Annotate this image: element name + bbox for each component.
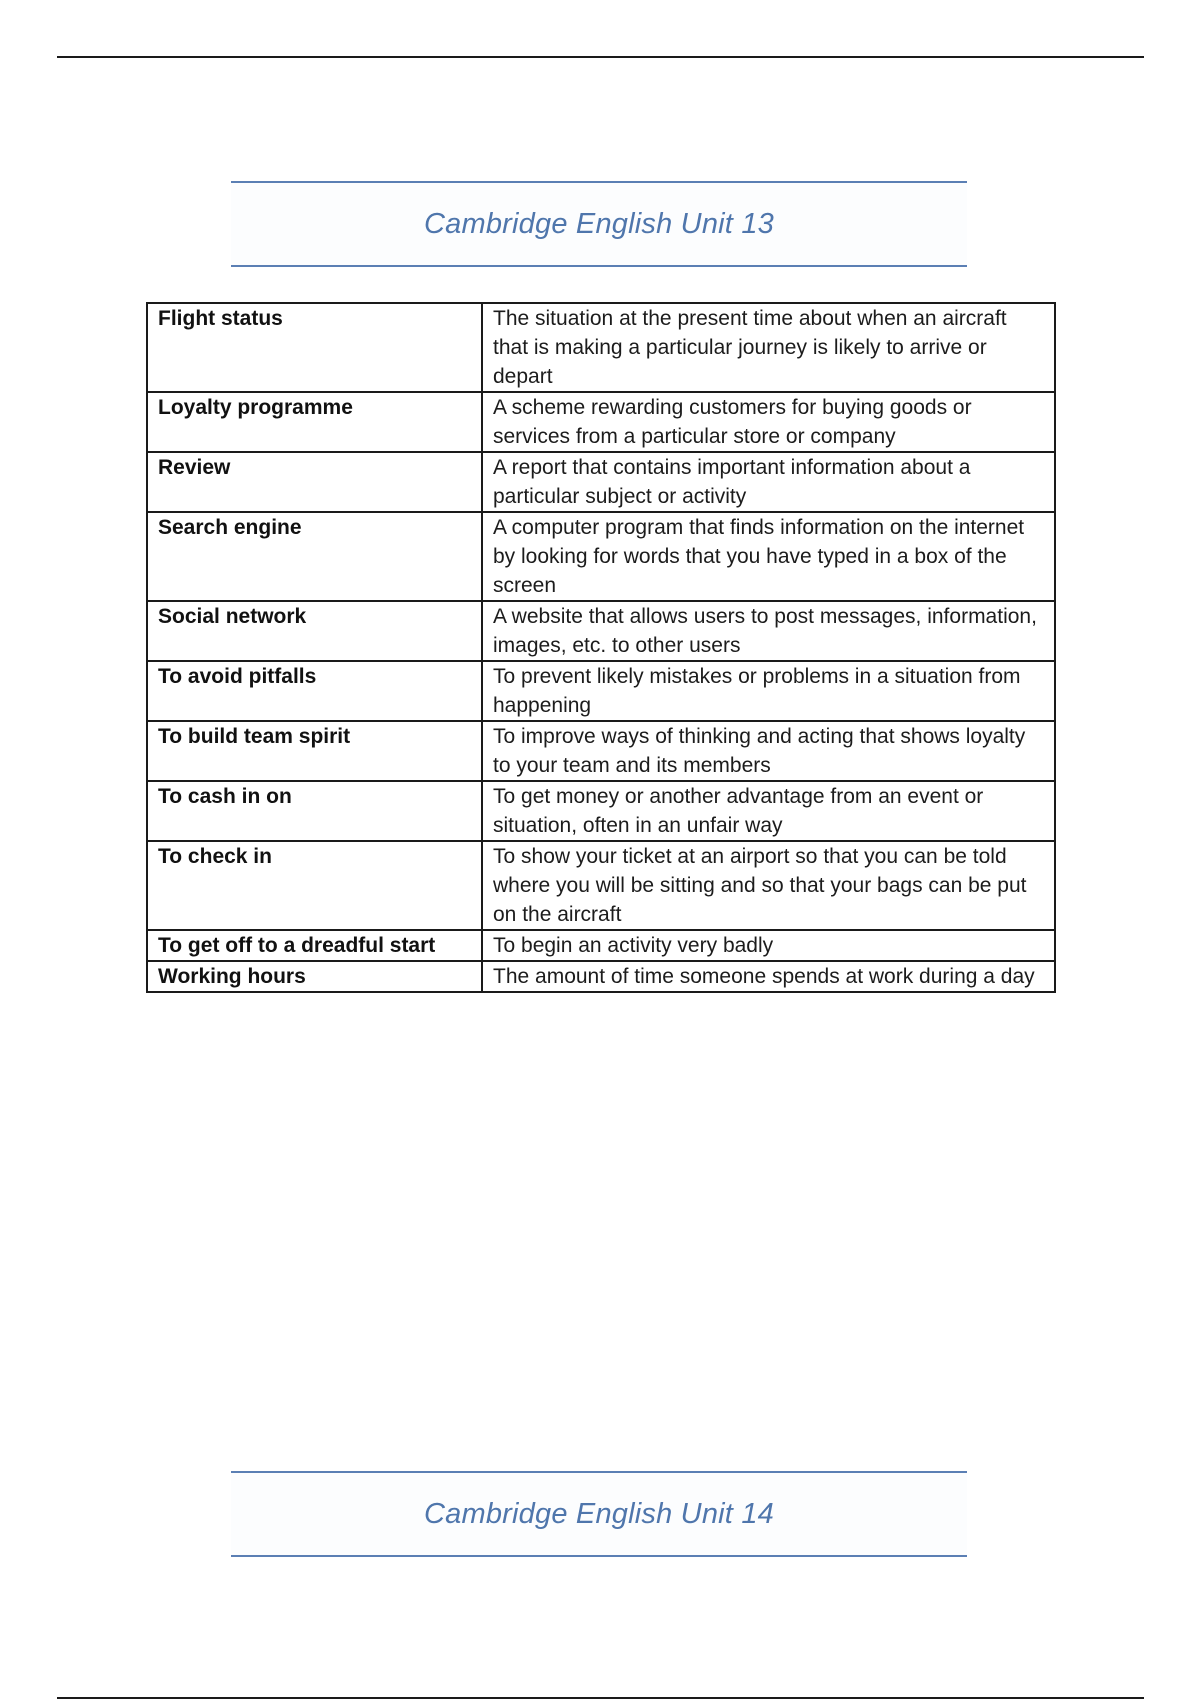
section-title: Cambridge English Unit 14 (424, 1497, 774, 1530)
table-row (147, 452, 1055, 512)
table-row (147, 721, 1055, 781)
term-cell: To avoid pitfalls (147, 661, 482, 721)
definition-cell: To prevent likely mistakes or problems in a situation from happening (482, 661, 1055, 721)
table-row (147, 512, 1055, 601)
table-row (147, 392, 1055, 452)
term-cell: Social network (147, 601, 482, 661)
definition-cell: To show your ticket at an airport so that you can be told where you will be sitting and so that your bags can be put on the aircraft (482, 841, 1055, 930)
table-row (147, 781, 1055, 841)
table-row (147, 961, 1055, 992)
definition-cell: To improve ways of thinking and acting that shows loyalty to your team and its members (482, 721, 1055, 781)
definition-cell: The amount of time someone spends at work during a day (482, 961, 1055, 992)
section-heading-unit-13 (231, 181, 967, 267)
page-bottom-rule (57, 1697, 1144, 1699)
definition-cell: A computer program that finds information on the internet by looking for words that you have typed in a box of the screen (482, 512, 1055, 601)
term-cell: Review (147, 452, 482, 512)
table-row (147, 841, 1055, 930)
term-cell: To build team spirit (147, 721, 482, 781)
table-row (147, 930, 1055, 961)
page-top-rule (57, 56, 1144, 58)
definition-cell: A report that contains important information about a particular subject or activity (482, 452, 1055, 512)
table-row (147, 601, 1055, 661)
definition-cell: The situation at the present time about when an aircraft that is making a particular journey is likely to arrive or depart (482, 303, 1055, 392)
definition-cell: To get money or another advantage from an event or situation, often in an unfair way (482, 781, 1055, 841)
term-cell: Search engine (147, 512, 482, 601)
term-cell: To get off to a dreadful start (147, 930, 482, 961)
term-cell: To check in (147, 841, 482, 930)
definition-cell: A website that allows users to post messages, information, images, etc. to other users (482, 601, 1055, 661)
definition-cell: A scheme rewarding customers for buying goods or services from a particular store or company (482, 392, 1055, 452)
term-cell: Flight status (147, 303, 482, 392)
table-row (147, 661, 1055, 721)
definition-cell: To begin an activity very badly (482, 930, 1055, 961)
glossary-table (146, 302, 1056, 993)
table-row (147, 303, 1055, 392)
section-heading-unit-14 (231, 1471, 967, 1557)
term-cell: Loyalty programme (147, 392, 482, 452)
section-title: Cambridge English Unit 13 (424, 207, 774, 240)
term-cell: Working hours (147, 961, 482, 992)
term-cell: To cash in on (147, 781, 482, 841)
